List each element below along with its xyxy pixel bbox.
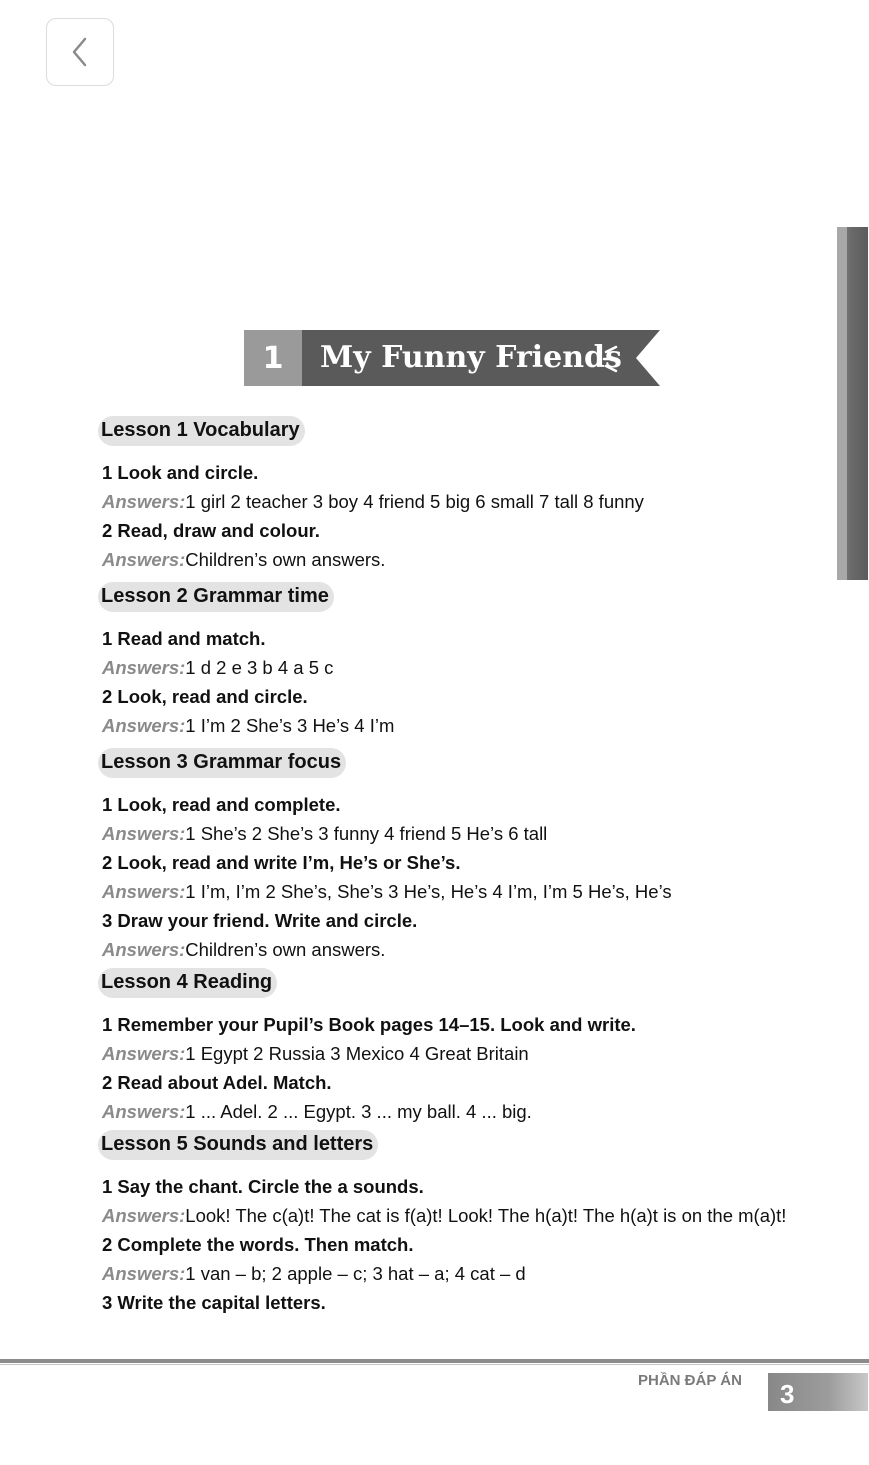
lesson-heading: Lesson 4 Reading (98, 968, 277, 998)
lesson-4 (100, 968, 800, 1126)
exercise-title: 1 Look and circle. (102, 462, 259, 483)
unit-banner (244, 330, 660, 386)
answer-text: 1 I’m 2 She’s 3 He’s 4 I’m (185, 715, 395, 736)
answer-text: 1 van – b; 2 apple – c; 3 hat – a; 4 cat – d (185, 1263, 526, 1284)
lesson-3 (100, 748, 800, 964)
chevron-left-icon (70, 36, 90, 68)
answer-text: 1 Egypt 2 Russia 3 Mexico 4 Great Britain (185, 1043, 529, 1064)
answers-label: Answers: (102, 939, 186, 960)
answers-label: Answers: (102, 1263, 186, 1284)
footer-divider (0, 1359, 869, 1363)
exercise-title: 3 Write the capital letters. (102, 1292, 326, 1313)
unit-number: 1 (244, 330, 302, 386)
exercise-title: 1 Say the chant. Circle the a sounds. (102, 1176, 424, 1197)
answer-text: Look! The c(a)t! The cat is f(a)t! Look! The h(a)t! The h(a)t is on the m(a)t! (185, 1205, 787, 1226)
unit-title: My Funny Friends (320, 340, 622, 375)
lesson-heading: Lesson 3 Grammar focus (98, 748, 346, 778)
exercise-title: 1 Look, read and complete. (102, 794, 341, 815)
exercise-title: 2 Look, read and circle. (102, 686, 308, 707)
exercise-title: 2 Read, draw and colour. (102, 520, 320, 541)
answers-label: Answers: (102, 549, 186, 570)
answer-text: 1 I’m, I’m 2 She’s, She’s 3 He’s, He’s 4 I’m, I’m 5 He’s, He’s (185, 881, 672, 902)
exercise-title: 1 Read and match. (102, 628, 266, 649)
unit-title-banner (302, 330, 660, 386)
answer-line (102, 1097, 800, 1126)
answer-line (102, 1201, 800, 1230)
lesson-heading: Lesson 1 Vocabulary (98, 416, 305, 446)
answers-label: Answers: (102, 1205, 186, 1226)
exercise-title: 2 Complete the words. Then match. (102, 1234, 414, 1255)
answer-text: 1 d 2 e 3 b 4 a 5 c (185, 657, 334, 678)
answer-line (102, 653, 800, 682)
answer-text: 1 girl 2 teacher 3 boy 4 friend 5 big 6 small 7 tall 8 funny (185, 491, 644, 512)
answer-line (102, 545, 800, 574)
side-tab (837, 227, 868, 580)
lesson-2 (100, 582, 800, 740)
answer-line (102, 711, 800, 740)
answer-line (102, 1039, 800, 1068)
answers-label: Answers: (102, 1101, 186, 1122)
answer-line (102, 877, 800, 906)
exercise-title: 2 Read about Adel. Match. (102, 1072, 332, 1093)
answer-line (102, 487, 800, 516)
exercise-title: 1 Remember your Pupil’s Book pages 14–15. Look and write. (102, 1014, 636, 1035)
exercise-title: 2 Look, read and write I’m, He’s or She’s. (102, 852, 461, 873)
lesson-heading: Lesson 2 Grammar time (98, 582, 334, 612)
answers-label: Answers: (102, 1043, 186, 1064)
lesson-1 (100, 416, 800, 574)
lesson-5 (100, 1130, 800, 1317)
answers-label: Answers: (102, 715, 186, 736)
answer-line (102, 819, 800, 848)
footer-label: PHẦN ĐÁP ÁN (638, 1372, 742, 1389)
back-button[interactable] (46, 18, 114, 86)
answer-text: 1 ... Adel. 2 ... Egypt. 3 ... my ball. 4 ... big. (185, 1101, 532, 1122)
answer-line (102, 935, 800, 964)
answer-text: Children’s own answers. (185, 939, 386, 960)
answer-line (102, 1259, 800, 1288)
answer-key (100, 416, 800, 1318)
answers-label: Answers: (102, 823, 186, 844)
answer-text: Children’s own answers. (185, 549, 386, 570)
answers-label: Answers: (102, 491, 186, 512)
answers-label: Answers: (102, 881, 186, 902)
lesson-heading: Lesson 5 Sounds and letters (98, 1130, 378, 1160)
answers-label: Answers: (102, 657, 186, 678)
exercise-title: 3 Draw your friend. Write and circle. (102, 910, 418, 931)
answer-text: 1 She’s 2 She’s 3 funny 4 friend 5 He’s 6 tall (185, 823, 548, 844)
page-number: 3 (768, 1373, 868, 1411)
